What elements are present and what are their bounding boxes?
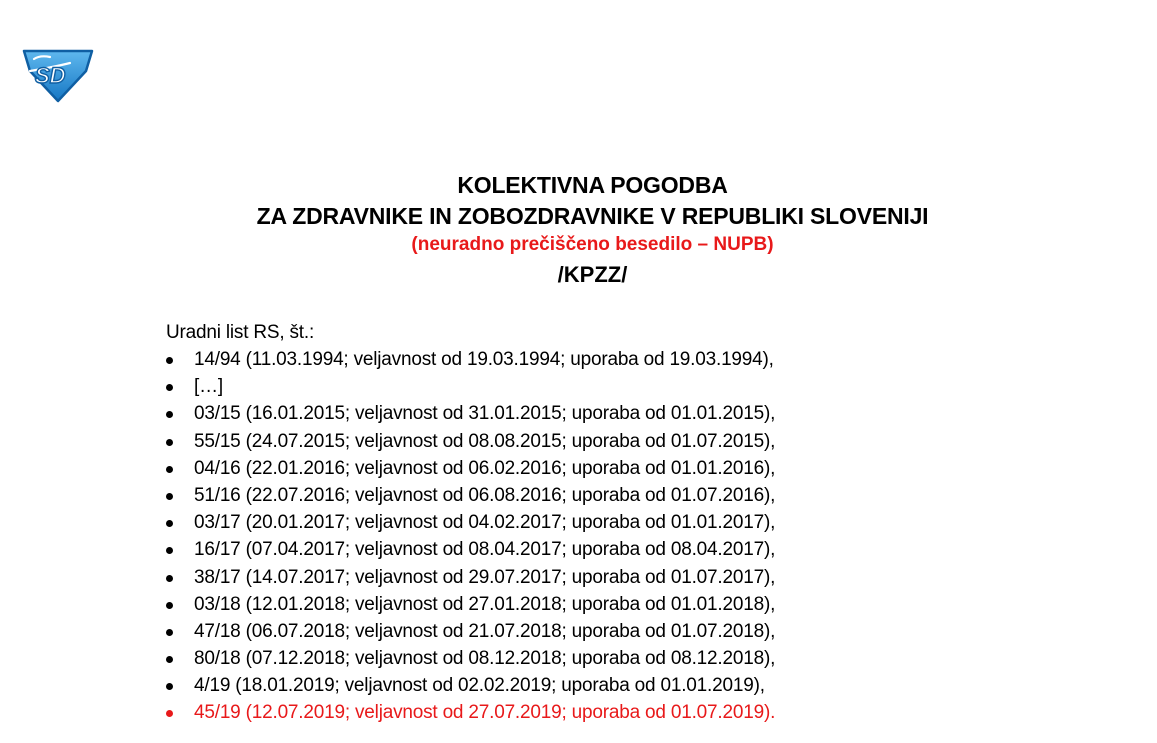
svg-text:SD: SD — [35, 63, 66, 88]
bullet-icon — [166, 656, 173, 663]
list-item — [166, 373, 775, 400]
list-item — [166, 672, 775, 699]
bullet-icon — [166, 683, 173, 690]
list-item-text: 16/17 (07.04.2017; veljavnost od 08.04.2017; uporaba od 08.04.2017), — [194, 539, 776, 561]
references-list — [166, 346, 775, 727]
list-item-text: 04/16 (22.01.2016; veljavnost od 06.02.2016; uporaba od 01.01.2016), — [194, 457, 776, 479]
document-title-line-1: KOLEKTIVNA POGODBA — [457, 172, 728, 198]
list-item-text: 14/94 (11.03.1994; veljavnost od 19.03.1994; uporaba od 19.03.1994), — [194, 349, 774, 370]
bullet-icon — [166, 575, 173, 582]
list-item-text: 03/15 (16.01.2015; veljavnost od 31.01.2015; uporaba od 01.01.2015), — [194, 403, 776, 425]
bullet-icon — [166, 547, 173, 554]
list-item-text: 03/18 (12.01.2018; veljavnost od 27.01.2018; uporaba od 01.01.2018), — [194, 593, 776, 615]
list-item-text: 47/18 (06.07.2018; veljavnost od 21.07.2018; uporaba od 01.07.2018), — [194, 620, 776, 642]
list-item — [166, 509, 775, 536]
list-item — [166, 455, 775, 482]
list-item-text: 38/17 (14.07.2017; veljavnost od 29.07.2017; uporaba od 01.07.2017), — [194, 566, 776, 588]
list-item — [166, 346, 775, 373]
bullet-icon — [166, 520, 173, 527]
document-title-line-2: ZA ZDRAVNIKE IN ZOBOZDRAVNIKE V REPUBLIKI SLOVENIJI — [256, 203, 929, 229]
document-abbreviation: /KPZZ/ — [557, 262, 628, 287]
list-item-text: 51/16 (22.07.2016; veljavnost od 06.08.2016; uporaba od 01.07.2016), — [194, 484, 776, 506]
list-item — [166, 536, 775, 563]
bullet-icon — [166, 384, 173, 391]
document-subtitle: (neuradno prečiščeno besedilo – NUPB) — [411, 234, 774, 255]
document-header — [0, 170, 1157, 292]
bullet-icon — [166, 710, 173, 717]
list-item-text: 45/19 (12.07.2019; veljavnost od 27.07.2019; uporaba od 01.07.2019). — [194, 702, 776, 724]
bullet-icon — [166, 466, 173, 473]
bullet-icon — [166, 357, 173, 364]
list-item — [166, 482, 775, 509]
list-item — [166, 428, 775, 455]
list-item-text: […] — [194, 376, 223, 398]
list-item — [166, 645, 775, 672]
bullet-icon — [166, 602, 173, 609]
references-intro: Uradni list RS, št.: — [166, 322, 315, 343]
gazette-references — [166, 319, 775, 727]
bullet-icon — [166, 411, 173, 418]
bullet-icon — [166, 439, 173, 446]
bullet-icon — [166, 629, 173, 636]
bullet-icon — [166, 493, 173, 500]
list-item-text: 80/18 (07.12.2018; veljavnost od 08.12.2018; uporaba od 08.12.2018), — [194, 648, 776, 670]
list-item-text: 03/17 (20.01.2017; veljavnost od 04.02.2017; uporaba od 01.01.2017), — [194, 512, 776, 534]
list-item-text: 55/15 (24.07.2015; veljavnost od 08.08.2015; uporaba od 01.07.2015), — [194, 430, 776, 452]
list-item — [166, 591, 775, 618]
list-item — [166, 564, 775, 591]
list-item — [166, 400, 775, 427]
sd-logo-icon — [20, 47, 96, 103]
list-item-text: 4/19 (18.01.2019; veljavnost od 02.02.2019; uporaba od 01.01.2019), — [194, 675, 765, 697]
list-item — [166, 699, 775, 726]
list-item — [166, 618, 775, 645]
